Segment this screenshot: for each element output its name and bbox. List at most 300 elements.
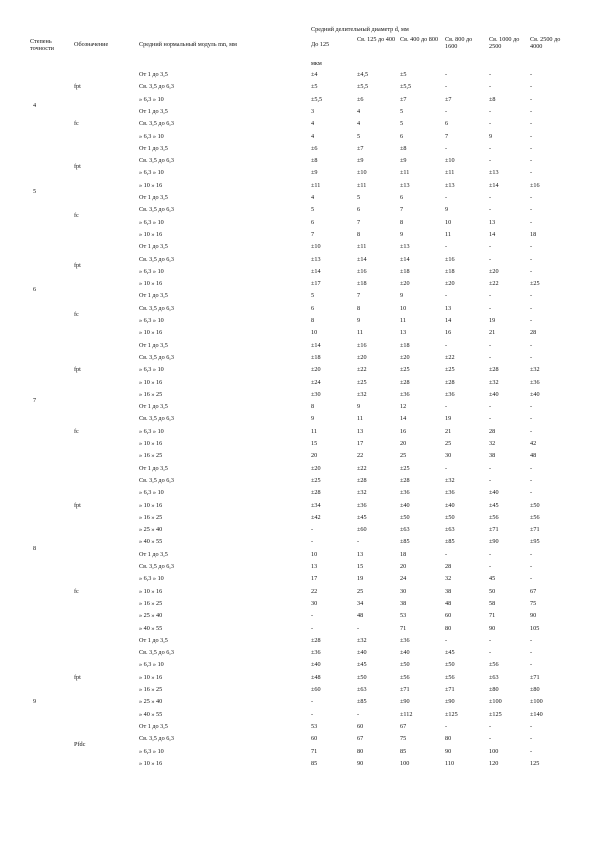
tolerance-value: 80 (445, 624, 452, 632)
tolerance-value: 11 (357, 415, 363, 423)
tolerance-value: ±18 (400, 267, 410, 275)
tolerance-value: - (530, 489, 533, 497)
tolerance-value: - (445, 292, 448, 300)
tolerance-value: ±100 (530, 698, 543, 706)
unit-label: мкм (311, 60, 322, 67)
symbol-label: fc (74, 212, 79, 220)
tolerance-value: 19 (489, 317, 496, 324)
tolerance-value: 13 (400, 329, 407, 337)
tolerance-value: ±95 (530, 538, 540, 546)
module-range: Св. 3,5 до 6,3 (139, 206, 174, 214)
tolerance-value: - (530, 722, 533, 730)
tolerance-value: 60 (311, 735, 318, 743)
tolerance-value: - (530, 649, 533, 657)
tolerance-value: ±125 (489, 710, 502, 718)
tolerance-value: ±42 (311, 513, 321, 521)
tolerance-value: ±20 (400, 280, 410, 288)
tolerance-value: ±45 (357, 513, 367, 521)
tolerance-value: 5 (400, 107, 404, 115)
module-range: » 6,3 » 10 (139, 267, 164, 275)
tolerance-value: 75 (400, 735, 407, 743)
tolerance-value: 16 (445, 329, 452, 337)
tolerance-value: ±22 (445, 353, 455, 361)
tolerance-value: 38 (489, 452, 496, 460)
tolerance-value: ±112 (400, 710, 413, 718)
tolerance-value: ±32 (489, 378, 499, 386)
tolerance-value: ±90 (489, 538, 499, 546)
tolerance-value: 4 (357, 120, 361, 128)
tolerance-value: 25 (400, 452, 407, 460)
tolerance-value: 8 (311, 317, 315, 324)
tolerance-value: 34 (357, 599, 364, 607)
tolerance-value: - (530, 735, 533, 743)
tolerance-value: - (530, 476, 533, 484)
module-range: » 10 » 16 (139, 587, 163, 595)
tolerance-value: - (489, 649, 492, 657)
tolerance-value: ±18 (445, 267, 455, 275)
tolerance-value: - (357, 624, 360, 632)
tolerance-value: - (445, 71, 448, 78)
tolerance-value: 30 (445, 452, 452, 460)
tolerance-value: ±36 (400, 390, 410, 398)
tolerance-value: - (530, 95, 533, 103)
tolerance-value: 50 (489, 587, 496, 595)
tolerance-value: ±5,5 (311, 95, 323, 103)
module-range: » 10 » 16 (139, 501, 163, 509)
tolerance-value: 13 (489, 218, 496, 226)
tolerance-value: 10 (400, 304, 407, 312)
tolerance-value: 16 (400, 427, 407, 435)
tolerance-value: ±25 (400, 366, 410, 374)
tolerance-value: ±11 (311, 181, 321, 189)
module-range: » 10 » 16 (139, 329, 163, 337)
tolerance-value: 67 (357, 735, 364, 743)
tolerance-value: ±32 (357, 489, 367, 497)
tolerance-value: - (530, 747, 533, 755)
tolerance-value: ±25 (357, 378, 367, 386)
tolerance-value: 17 (357, 440, 364, 447)
module-range: От 1 до 3,5 (139, 144, 168, 152)
tolerance-value: - (489, 243, 492, 251)
tolerance-value: 48 (357, 612, 364, 620)
tolerance-value: ±9 (311, 169, 318, 177)
tolerance-value: 28 (445, 563, 452, 570)
tolerance-value: 8 (400, 218, 404, 226)
tolerance-value: 90 (530, 612, 537, 620)
module-range: » 10 » 16 (139, 280, 163, 288)
symbol-label: fpt (74, 261, 81, 269)
tolerance-value: 10 (311, 329, 318, 337)
tolerance-value: - (530, 120, 533, 128)
tolerance-value: ±5 (400, 71, 407, 78)
tolerance-value: 32 (489, 440, 496, 447)
tolerance-value: 85 (311, 759, 318, 767)
tolerance-value: ±25 (400, 464, 410, 472)
accuracy-degree: 4 (33, 101, 37, 109)
tolerance-value: 8 (357, 230, 361, 238)
tolerance-value: - (445, 722, 448, 730)
tolerance-value: - (489, 120, 492, 128)
module-range: Св. 3,5 до 6,3 (139, 649, 174, 657)
tolerance-value: 22 (311, 587, 318, 595)
accuracy-degree: 7 (33, 396, 37, 404)
diameter-group-header: Средний делительный диаметр d, мм (311, 26, 409, 33)
tolerance-value: ±32 (445, 476, 455, 484)
tolerance-value: 4 (311, 120, 315, 128)
module-range: » 6,3 » 10 (139, 575, 164, 583)
tolerance-value: 5 (311, 206, 315, 214)
tolerance-value: ±71 (400, 686, 410, 693)
tolerance-value: ±28 (357, 476, 367, 484)
tolerance-value: - (489, 636, 492, 644)
tolerance-value: 67 (400, 722, 407, 730)
tolerance-value: ±100 (489, 698, 502, 706)
tolerance-value: ±14 (311, 267, 321, 275)
tolerance-value: ±10 (311, 243, 321, 251)
tolerance-value: - (489, 107, 492, 115)
diameter-header: Св. 400 до 800 (400, 36, 439, 43)
tolerance-value: 5 (400, 120, 404, 128)
module-range: Св. 3,5 до 6,3 (139, 415, 174, 423)
tolerance-value: 42 (530, 440, 537, 447)
tolerance-value: ±36 (357, 501, 367, 509)
tolerance-value: ±40 (530, 390, 540, 398)
tolerance-value: 20 (400, 563, 407, 570)
tolerance-value: 18 (400, 550, 407, 558)
tolerance-value: ±32 (357, 390, 367, 398)
tolerance-value: ±18 (311, 353, 321, 361)
tolerance-value: 11 (311, 427, 317, 435)
tolerance-value: 110 (445, 759, 455, 767)
tolerance-value: 11 (445, 230, 451, 238)
tolerance-value: ±45 (445, 649, 455, 657)
tolerance-value: ±8 (400, 144, 407, 152)
tolerance-value: - (489, 550, 492, 558)
module-range: » 6,3 » 10 (139, 95, 164, 103)
tolerance-value: ±20 (357, 353, 367, 361)
tolerance-value: ±13 (311, 255, 321, 263)
tolerance-value: - (530, 206, 533, 214)
tolerance-value: ±16 (445, 255, 455, 263)
module-range: » 10 » 16 (139, 673, 163, 681)
tolerance-value: - (445, 107, 448, 115)
tolerance-value: 30 (400, 587, 407, 595)
module-range: От 1 до 3,5 (139, 107, 168, 115)
tolerance-value: 8 (357, 304, 361, 312)
module-range: От 1 до 3,5 (139, 71, 168, 78)
tolerance-value: ±50 (400, 661, 410, 669)
tolerance-value: - (530, 464, 533, 472)
tolerance-value: ±25 (530, 280, 540, 288)
tolerance-value: - (489, 353, 492, 361)
tolerance-value: 90 (357, 759, 364, 767)
tolerance-value: 105 (530, 624, 540, 632)
tolerance-value: - (530, 427, 533, 435)
module-range: » 6,3 » 10 (139, 366, 164, 374)
tolerance-value: 71 (489, 612, 496, 620)
tolerance-value: ±50 (400, 513, 410, 521)
tolerance-value: ±14 (357, 255, 367, 263)
tolerance-value: ±6 (311, 144, 318, 152)
tolerance-value: ±36 (530, 378, 540, 386)
tolerance-value: ±85 (400, 538, 410, 546)
tolerance-value: 4 (357, 107, 361, 115)
tolerance-value: ±6 (357, 95, 364, 103)
module-range: » 6,3 » 10 (139, 218, 164, 226)
tolerance-value: 71 (311, 747, 318, 755)
module-range: » 16 » 25 (139, 513, 163, 521)
tolerance-value: ±11 (357, 243, 367, 251)
tolerance-value: ±50 (530, 501, 540, 509)
tolerance-value: 13 (357, 550, 364, 558)
tolerance-value: 30 (311, 599, 318, 607)
tolerance-value: ±16 (357, 341, 367, 349)
tolerance-value: - (311, 710, 314, 718)
tolerance-value: 7 (445, 132, 449, 140)
tolerance-value: - (489, 476, 492, 484)
tolerance-value: - (489, 341, 492, 349)
tolerance-value: ±28 (311, 636, 321, 644)
tolerance-value: 9 (357, 317, 361, 324)
tolerance-value: ±7 (400, 95, 407, 103)
tolerance-value: ±25 (311, 476, 321, 484)
module-range: » 10 » 16 (139, 759, 163, 767)
tolerance-value: - (489, 206, 492, 214)
module-range: Св. 3,5 до 6,3 (139, 83, 174, 91)
tolerance-value: ±80 (530, 686, 540, 693)
tolerance-value: - (445, 403, 448, 411)
tolerance-value: ±28 (311, 489, 321, 497)
tolerance-value: - (530, 71, 533, 78)
tolerance-value: ±13 (400, 243, 410, 251)
tolerance-value: 90 (489, 624, 496, 632)
tolerance-value: 38 (445, 587, 452, 595)
tolerance-value: - (530, 661, 533, 669)
tolerance-value: - (530, 550, 533, 558)
tolerance-value: ±50 (445, 513, 455, 521)
tolerance-value: ±22 (357, 366, 367, 374)
tolerance-value: - (530, 144, 533, 152)
tolerance-value: - (530, 341, 533, 349)
tolerance-value: 10 (445, 218, 452, 226)
tolerance-value: 10 (311, 550, 318, 558)
module-range: » 10 » 16 (139, 378, 163, 386)
tolerance-value: - (530, 243, 533, 251)
tolerance-value: 25 (357, 587, 364, 595)
tolerance-value: ±36 (400, 636, 410, 644)
symbol-label: fc (74, 120, 79, 128)
tolerance-value: ±50 (445, 661, 455, 669)
accuracy-degree: 6 (33, 286, 37, 294)
tolerance-value: ±11 (357, 181, 367, 189)
tolerance-value: 6 (445, 120, 449, 128)
tolerance-value: 60 (445, 612, 452, 620)
tolerance-value: 5 (311, 292, 315, 300)
tolerance-value: 28 (489, 427, 496, 435)
tolerance-value: ±20 (445, 280, 455, 288)
tolerance-value: - (357, 538, 360, 546)
tolerance-value: - (489, 255, 492, 263)
tolerance-value: - (489, 83, 492, 91)
tolerance-value: - (489, 403, 492, 411)
tolerance-value: - (445, 194, 448, 201)
tolerance-value: 4 (311, 194, 315, 201)
tolerance-value: 9 (357, 403, 361, 411)
diameter-header: Св. 125 до 400 (357, 36, 396, 43)
module-range: От 1 до 3,5 (139, 550, 168, 558)
tolerance-value: ±60 (357, 526, 367, 534)
tolerance-value: ±25 (445, 366, 455, 374)
module-range: От 1 до 3,5 (139, 464, 168, 472)
tolerance-value: 19 (445, 415, 452, 423)
module-range: » 6,3 » 10 (139, 169, 164, 177)
tolerance-value: ±36 (445, 390, 455, 398)
tolerance-value: ±71 (489, 526, 499, 534)
module-range: » 6,3 » 10 (139, 427, 164, 435)
tolerance-value: - (445, 636, 448, 644)
tolerance-value: - (530, 194, 533, 201)
tolerance-value: ±63 (400, 526, 410, 534)
tolerance-value: ±63 (445, 526, 455, 534)
tolerance-value: ±5 (311, 83, 318, 91)
tolerance-value: 125 (530, 759, 540, 767)
tolerance-value: - (445, 144, 448, 152)
tolerance-value: 21 (445, 427, 452, 435)
tolerance-value: 53 (400, 612, 407, 620)
tolerance-value: ±5,5 (357, 83, 369, 91)
tolerance-value: - (489, 735, 492, 743)
tolerance-value: ±63 (357, 686, 367, 693)
tolerance-value: 100 (489, 747, 499, 755)
tolerance-value: ±40 (400, 649, 410, 657)
degree-column-header: Степень точности (30, 38, 54, 52)
tolerance-value: - (530, 255, 533, 263)
tolerance-value: ±11 (445, 169, 455, 177)
tolerance-value: - (489, 157, 492, 165)
module-range: Св. 3,5 до 6,3 (139, 735, 174, 743)
tolerance-value: ±20 (489, 267, 499, 275)
tolerance-value: ±60 (311, 686, 321, 693)
tolerance-value: 9 (445, 206, 449, 214)
tolerance-value: ±17 (311, 280, 321, 288)
tolerance-value: 80 (357, 747, 364, 755)
module-range: Св. 3,5 до 6,3 (139, 476, 174, 484)
tolerance-value: - (489, 144, 492, 152)
tolerance-value: 25 (445, 440, 452, 447)
tolerance-value: - (489, 563, 492, 570)
tolerance-value: 100 (400, 759, 410, 767)
tolerance-value: 4 (311, 132, 315, 140)
tolerance-value: 28 (530, 329, 537, 337)
tolerance-value: ±56 (400, 673, 410, 681)
tolerance-value: 75 (530, 599, 537, 607)
tolerance-value: 32 (445, 575, 452, 583)
module-range: » 40 » 55 (139, 538, 163, 546)
tolerance-value: 6 (400, 194, 404, 201)
tolerance-value: 15 (311, 440, 318, 447)
tolerance-value: - (311, 624, 314, 632)
tolerance-value: - (489, 194, 492, 201)
tolerance-value: 22 (357, 452, 364, 460)
tolerance-value: ±85 (445, 538, 455, 546)
tolerance-value: - (530, 83, 533, 91)
tolerance-value: ±13 (400, 181, 410, 189)
tolerance-value: 13 (357, 427, 364, 435)
tolerance-value: 7 (357, 292, 361, 300)
diameter-header: Св. 1000 до 2500 (489, 36, 520, 50)
tolerance-value: - (311, 612, 314, 620)
tolerance-value: 48 (445, 599, 452, 607)
module-range: » 10 » 16 (139, 440, 163, 447)
module-range: » 10 » 16 (139, 230, 163, 238)
tolerance-value: 13 (311, 563, 318, 570)
tolerance-value: 90 (445, 747, 452, 755)
module-range: » 6,3 » 10 (139, 317, 164, 324)
tolerance-value: ±7 (445, 95, 452, 103)
module-range: Св. 3,5 до 6,3 (139, 120, 174, 128)
tolerance-value: - (530, 132, 533, 140)
tolerance-value: ±14 (311, 341, 321, 349)
tolerance-value: ±8 (489, 95, 496, 103)
tolerance-value: - (530, 575, 533, 583)
module-range: Св. 3,5 до 6,3 (139, 353, 174, 361)
module-range: От 1 до 3,5 (139, 243, 168, 251)
module-range: От 1 до 3,5 (139, 722, 168, 730)
tolerance-value: ±40 (400, 501, 410, 509)
tolerance-value: ±9 (357, 157, 364, 165)
tolerance-value: - (445, 243, 448, 251)
tolerance-value: - (530, 304, 533, 312)
tolerance-value: ±56 (445, 673, 455, 681)
module-range: » 16 » 25 (139, 452, 163, 460)
tolerance-value: 7 (357, 218, 361, 226)
tolerance-value: 17 (311, 575, 318, 583)
tolerance-value: ±9 (400, 157, 407, 165)
tolerance-value: ±36 (311, 649, 321, 657)
tolerance-value: 53 (311, 722, 318, 730)
diameter-header: До 125 (311, 41, 330, 48)
tolerance-value: ±71 (445, 686, 455, 693)
tolerance-value: ±5,5 (400, 83, 412, 91)
tolerance-value: ±50 (357, 673, 367, 681)
symbol-label: fpt (74, 366, 81, 374)
symbol-label: fpt (74, 501, 81, 509)
tolerance-value: - (530, 636, 533, 644)
module-range: » 25 » 40 (139, 698, 163, 706)
tolerance-value: 9 (489, 132, 493, 140)
accuracy-degree: 9 (33, 698, 37, 706)
module-range: » 6,3 » 10 (139, 489, 164, 497)
tolerance-value: - (530, 169, 533, 177)
tolerance-value: 11 (357, 329, 363, 337)
tolerance-value: ±40 (311, 661, 321, 669)
tolerance-value: 15 (357, 563, 364, 570)
tolerance-value: 48 (530, 452, 537, 460)
tolerance-value: ±56 (489, 661, 499, 669)
symbol-label: fc (74, 310, 79, 318)
tolerance-value: ±20 (400, 353, 410, 361)
tolerance-value: ±56 (530, 513, 540, 521)
tolerance-value: ±40 (357, 649, 367, 657)
tolerance-value: 18 (530, 230, 537, 238)
diameter-header: Св. 2500 до 4000 (530, 36, 561, 50)
tolerance-value: 20 (400, 440, 407, 447)
tolerance-value: 67 (530, 587, 537, 595)
tolerance-value: 6 (311, 218, 315, 226)
tolerance-value: ±32 (357, 636, 367, 644)
tolerance-value: - (489, 292, 492, 300)
tolerance-value: ±10 (357, 169, 367, 177)
